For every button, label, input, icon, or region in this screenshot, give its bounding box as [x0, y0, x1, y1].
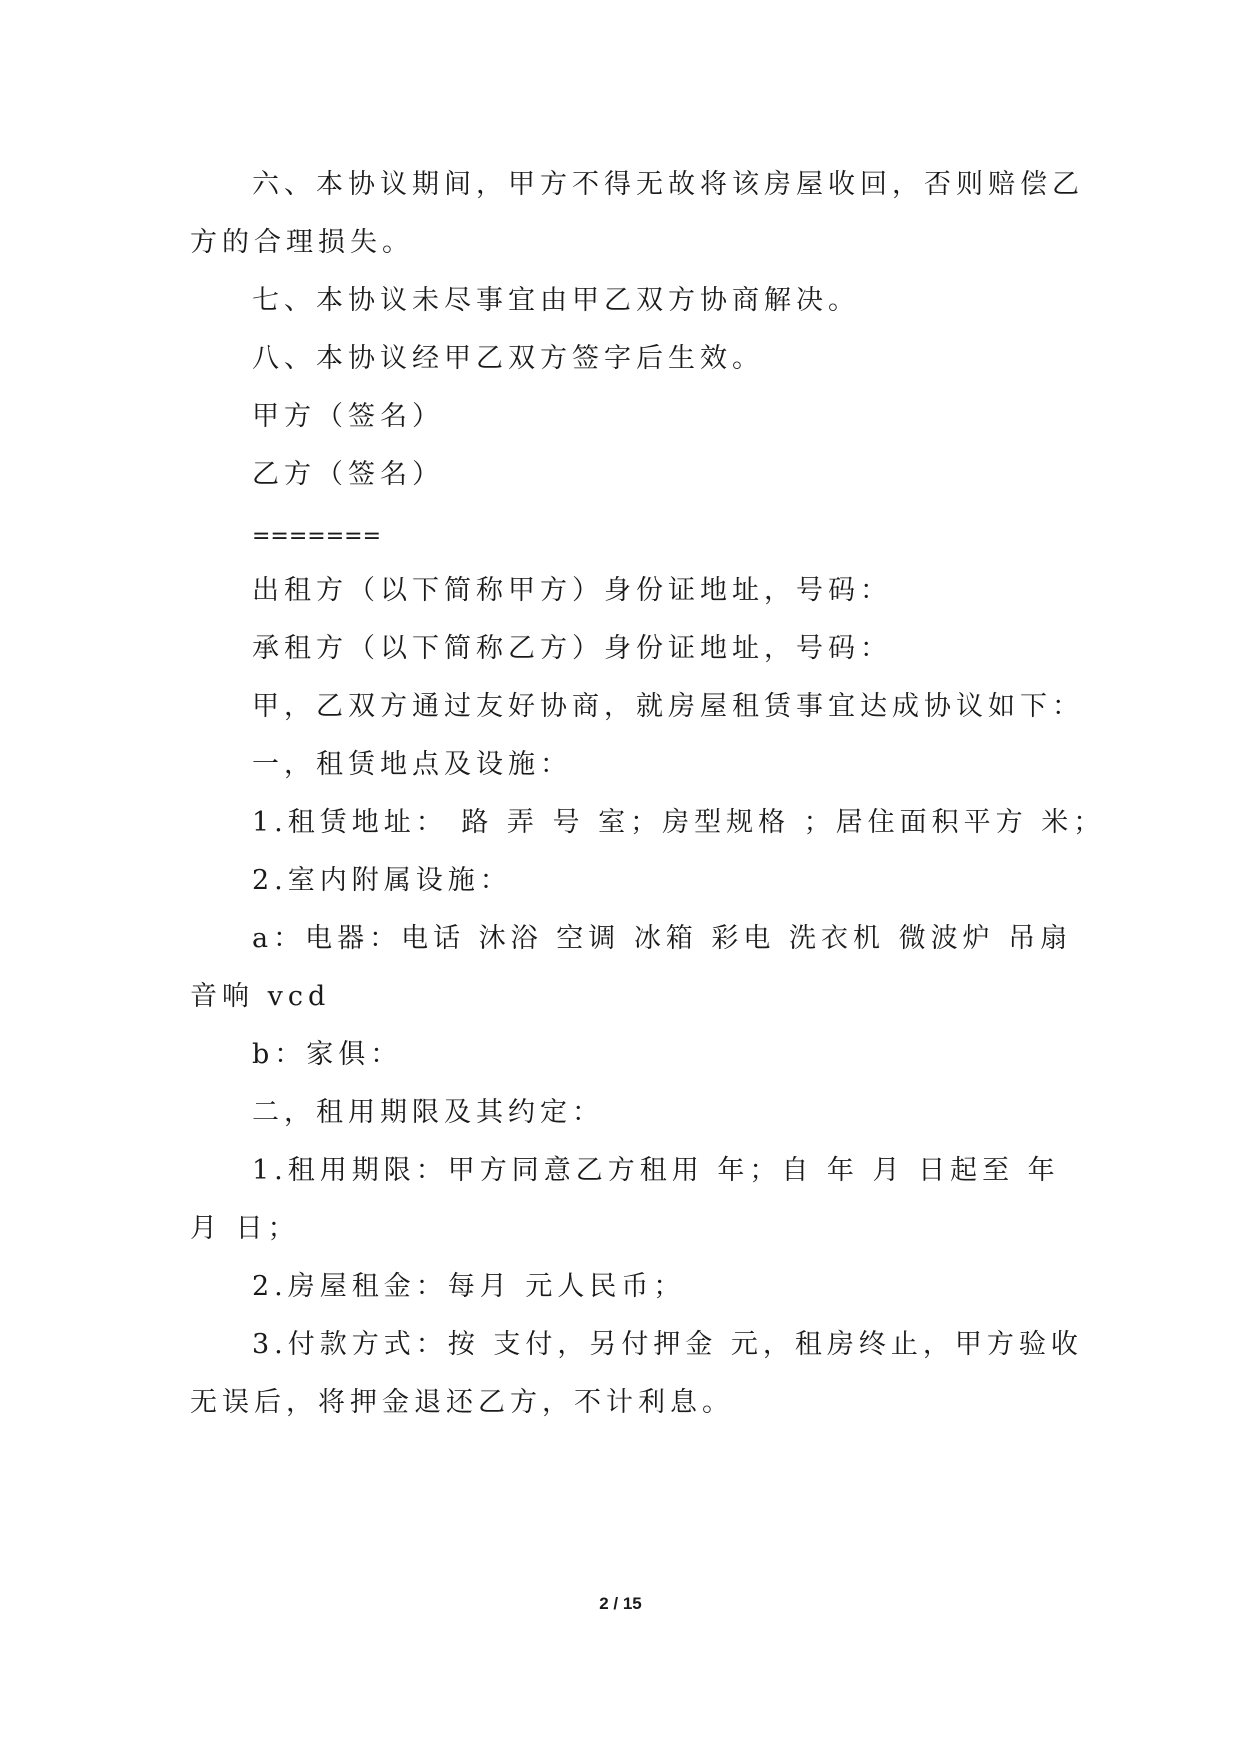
section-1-heading: 一，租赁地点及设施：: [252, 749, 572, 780]
clause-6-line-2: 方的合理损失。: [190, 227, 414, 258]
section-2-heading: 二，租用期限及其约定：: [252, 1097, 604, 1128]
separator: =======: [252, 524, 382, 549]
page-number: 2 / 15: [599, 1594, 642, 1613]
lessee-info: 承租方（以下简称乙方）身份证地址，号码：: [252, 633, 892, 664]
agreement-intro: 甲，乙双方通过友好协商，就房屋租赁事宜达成协议如下：: [252, 691, 1084, 722]
monthly-rent: 2.房屋租金：每月 元人民币；: [252, 1271, 686, 1302]
appliances-line-1: a：电器：电话 沐浴 空调 冰箱 彩电 洗衣机 微波炉 吊扇: [252, 923, 1073, 954]
payment-method-line-2: 无误后，将押金退还乙方，不计利息。: [190, 1387, 734, 1418]
clause-7: 七、本协议未尽事宜由甲乙双方协商解决。: [252, 285, 860, 316]
indoor-facilities: 2.室内附属设施：: [252, 865, 512, 896]
lessor-info: 出租方（以下简称甲方）身份证地址，号码：: [252, 575, 892, 606]
clause-6-line-1: 六、本协议期间，甲方不得无故将该房屋收回，否则赔偿乙: [252, 169, 1084, 200]
appliances-line-2: 音响 vcd: [190, 981, 331, 1012]
party-b-signature: 乙方（签名）: [252, 459, 444, 490]
lease-term-line-2: 月 日；: [190, 1213, 300, 1244]
party-a-signature: 甲方（签名）: [252, 401, 444, 432]
lease-term-line-1: 1.租用期限：甲方同意乙方租用 年；自 年 月 日起至 年: [252, 1155, 1060, 1186]
furniture: b：家俱：: [252, 1039, 403, 1070]
clause-8: 八、本协议经甲乙双方签字后生效。: [252, 343, 764, 374]
payment-method-line-1: 3.付款方式：按 支付，另付押金 元，租房终止，甲方验收: [252, 1329, 1083, 1360]
rental-address: 1.租赁地址： 路 弄 号 室；房型规格 ；居住面积平方 米；: [252, 807, 1106, 838]
